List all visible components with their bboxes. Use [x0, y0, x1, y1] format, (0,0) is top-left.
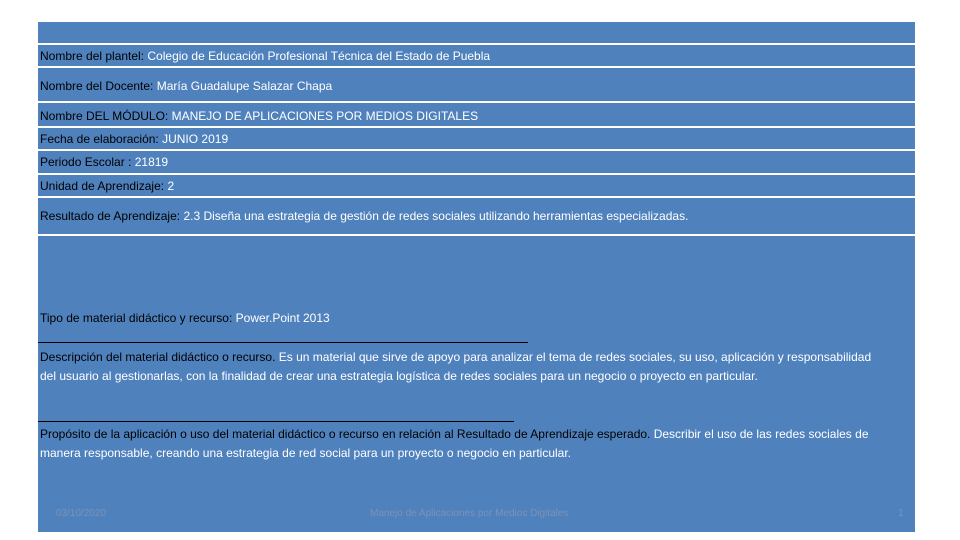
footer-page-number: 1	[898, 508, 904, 519]
row-separator	[38, 101, 915, 103]
row-separator	[38, 66, 915, 68]
proposito-material	[38, 425, 880, 463]
underline	[38, 342, 528, 343]
row-separator	[38, 126, 915, 128]
footer-center: Manejo de Aplicaciones por Medios Digitales	[370, 508, 569, 519]
row-periodo	[38, 154, 915, 170]
row-fecha	[38, 131, 915, 147]
row-separator	[38, 196, 915, 198]
row-separator	[38, 173, 915, 175]
descripcion-label: Descripción del material didáctico o recurso.	[40, 350, 279, 364]
descripcion-material	[38, 348, 880, 386]
modulo-value: MANEJO DE APLICACIONES POR MEDIOS DIGITALES	[171, 109, 479, 123]
periodo-label: Periodo Escolar :	[40, 155, 135, 169]
plantel-label: Nombre del plantel:	[40, 49, 148, 63]
docente-label: Nombre del Docente:	[40, 79, 157, 93]
modulo-label: Nombre DEL MÓDULO:	[40, 109, 172, 123]
docente-value: María Guadalupe Salazar Chapa	[156, 79, 333, 93]
tipo-label: Tipo de material didáctico y recurso:	[40, 311, 236, 325]
row-unidad	[38, 178, 915, 194]
descripcion-value: Es un material que sirve de apoyo para analizar el tema de redes sociales, su uso, aplicación y responsabilidad del usuario al gestionarlas, con la finalidad de crear una estrategia logística de redes sociales para un negocio o proyecto en particular.	[40, 350, 872, 383]
plantel-value: Colegio de Educación Profesional Técnica del Estado de Puebla	[147, 49, 491, 63]
resultado-value: 2.3 Diseña una estrategia de gestión de redes sociales utilizando herramientas especializadas.	[183, 209, 689, 223]
row-separator	[38, 234, 915, 236]
tipo-material	[38, 309, 880, 328]
resultado-label: Resultado de Aprendizaje:	[40, 209, 184, 223]
row-plantel	[38, 48, 915, 64]
unidad-label: Unidad de Aprendizaje:	[40, 179, 168, 193]
row-docente	[38, 78, 915, 94]
proposito-label: Propósito de la aplicación o uso del material didáctico o recurso en relación al Resultado de Aprendizaje esperado.	[40, 427, 654, 441]
row-modulo	[38, 108, 915, 124]
row-resultado	[38, 208, 915, 224]
proposito-value: Describir el uso de las redes sociales de manera responsable, creando una estrategia de red social para un proyecto o negocio en particular.	[40, 427, 869, 460]
tipo-value: Power.Point 2013	[235, 311, 330, 325]
periodo-value: 21819	[134, 155, 169, 169]
footer-date: 03/10/2020	[56, 508, 107, 519]
row-separator	[38, 43, 915, 45]
unidad-value: 2	[167, 179, 175, 193]
fecha-label: Fecha de elaboración:	[40, 132, 163, 146]
underline	[38, 421, 514, 422]
fecha-value: JUNIO 2019	[162, 132, 229, 146]
row-separator	[38, 149, 915, 151]
